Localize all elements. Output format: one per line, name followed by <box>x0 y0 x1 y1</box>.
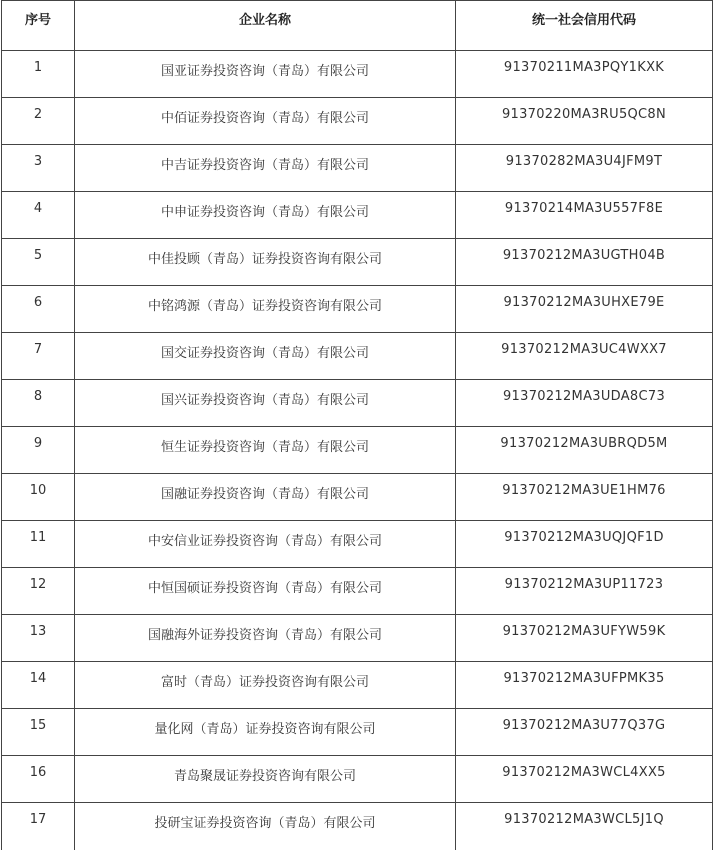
row-index: 11 <box>2 521 75 568</box>
row-credit-code: 91370212MA3U77Q37G <box>456 709 713 756</box>
table-row <box>2 239 713 286</box>
row-company-name: 中申证券投资咨询（青岛）有限公司 <box>75 192 456 239</box>
row-credit-code: 91370212MA3UFYW59K <box>456 615 713 662</box>
table-row <box>2 380 713 427</box>
table-row <box>2 51 713 98</box>
row-index: 1 <box>2 51 75 98</box>
row-index: 10 <box>2 474 75 521</box>
row-index: 7 <box>2 333 75 380</box>
row-index: 12 <box>2 568 75 615</box>
row-credit-code: 91370212MA3UDA8C73 <box>456 380 713 427</box>
table-row <box>2 333 713 380</box>
row-index: 13 <box>2 615 75 662</box>
table-row <box>2 286 713 333</box>
row-company-name: 国融海外证券投资咨询（青岛）有限公司 <box>75 615 456 662</box>
row-index: 15 <box>2 709 75 756</box>
row-company-name: 中铭鸿源（青岛）证券投资咨询有限公司 <box>75 286 456 333</box>
row-credit-code: 91370282MA3U4JFM9T <box>456 145 713 192</box>
table-row <box>2 427 713 474</box>
row-index: 3 <box>2 145 75 192</box>
row-credit-code: 91370212MA3UHXE79E <box>456 286 713 333</box>
table-row <box>2 709 713 756</box>
row-index: 16 <box>2 756 75 803</box>
row-company-name: 中安信业证券投资咨询（青岛）有限公司 <box>75 521 456 568</box>
row-company-name: 国交证券投资咨询（青岛）有限公司 <box>75 333 456 380</box>
row-company-name: 青岛聚晟证券投资咨询有限公司 <box>75 756 456 803</box>
table-row <box>2 662 713 709</box>
table-row <box>2 474 713 521</box>
row-index: 5 <box>2 239 75 286</box>
header-credit-code: 统一社会信用代码 <box>456 1 713 51</box>
row-credit-code: 91370212MA3WCL4XX5 <box>456 756 713 803</box>
row-credit-code: 91370212MA3WCL5J1Q <box>456 803 713 850</box>
row-credit-code: 91370212MA3UBRQD5M <box>456 427 713 474</box>
table-row <box>2 615 713 662</box>
row-company-name: 量化网（青岛）证券投资咨询有限公司 <box>75 709 456 756</box>
row-company-name: 富时（青岛）证券投资咨询有限公司 <box>75 662 456 709</box>
row-index: 17 <box>2 803 75 850</box>
table-row <box>2 98 713 145</box>
header-row <box>2 1 713 51</box>
row-credit-code: 91370212MA3UP11723 <box>456 568 713 615</box>
row-index: 4 <box>2 192 75 239</box>
row-index: 8 <box>2 380 75 427</box>
table-row <box>2 521 713 568</box>
row-credit-code: 91370211MA3PQY1KXK <box>456 51 713 98</box>
row-company-name: 中佳投顾（青岛）证券投资咨询有限公司 <box>75 239 456 286</box>
row-company-name: 中佰证券投资咨询（青岛）有限公司 <box>75 98 456 145</box>
row-index: 6 <box>2 286 75 333</box>
row-credit-code: 91370220MA3RU5QC8N <box>456 98 713 145</box>
table-row <box>2 756 713 803</box>
table-header <box>2 1 713 51</box>
row-company-name: 国兴证券投资咨询（青岛）有限公司 <box>75 380 456 427</box>
table-row <box>2 145 713 192</box>
row-company-name: 国融证券投资咨询（青岛）有限公司 <box>75 474 456 521</box>
row-index: 14 <box>2 662 75 709</box>
row-index: 2 <box>2 98 75 145</box>
row-company-name: 国亚证券投资咨询（青岛）有限公司 <box>75 51 456 98</box>
table-row <box>2 568 713 615</box>
table-row <box>2 803 713 850</box>
row-company-name: 中恒国硕证券投资咨询（青岛）有限公司 <box>75 568 456 615</box>
row-credit-code: 91370212MA3UFPMK35 <box>456 662 713 709</box>
row-company-name: 恒生证券投资咨询（青岛）有限公司 <box>75 427 456 474</box>
table-row <box>2 192 713 239</box>
company-table <box>1 0 713 850</box>
row-credit-code: 91370212MA3UC4WXX7 <box>456 333 713 380</box>
row-credit-code: 91370212MA3UE1HM76 <box>456 474 713 521</box>
row-credit-code: 91370212MA3UGTH04B <box>456 239 713 286</box>
row-credit-code: 91370214MA3U557F8E <box>456 192 713 239</box>
table-body <box>2 51 713 850</box>
header-index: 序号 <box>2 1 75 51</box>
row-company-name: 投研宝证券投资咨询（青岛）有限公司 <box>75 803 456 850</box>
row-index: 9 <box>2 427 75 474</box>
header-company-name: 企业名称 <box>75 1 456 51</box>
row-company-name: 中吉证券投资咨询（青岛）有限公司 <box>75 145 456 192</box>
row-credit-code: 91370212MA3UQJQF1D <box>456 521 713 568</box>
